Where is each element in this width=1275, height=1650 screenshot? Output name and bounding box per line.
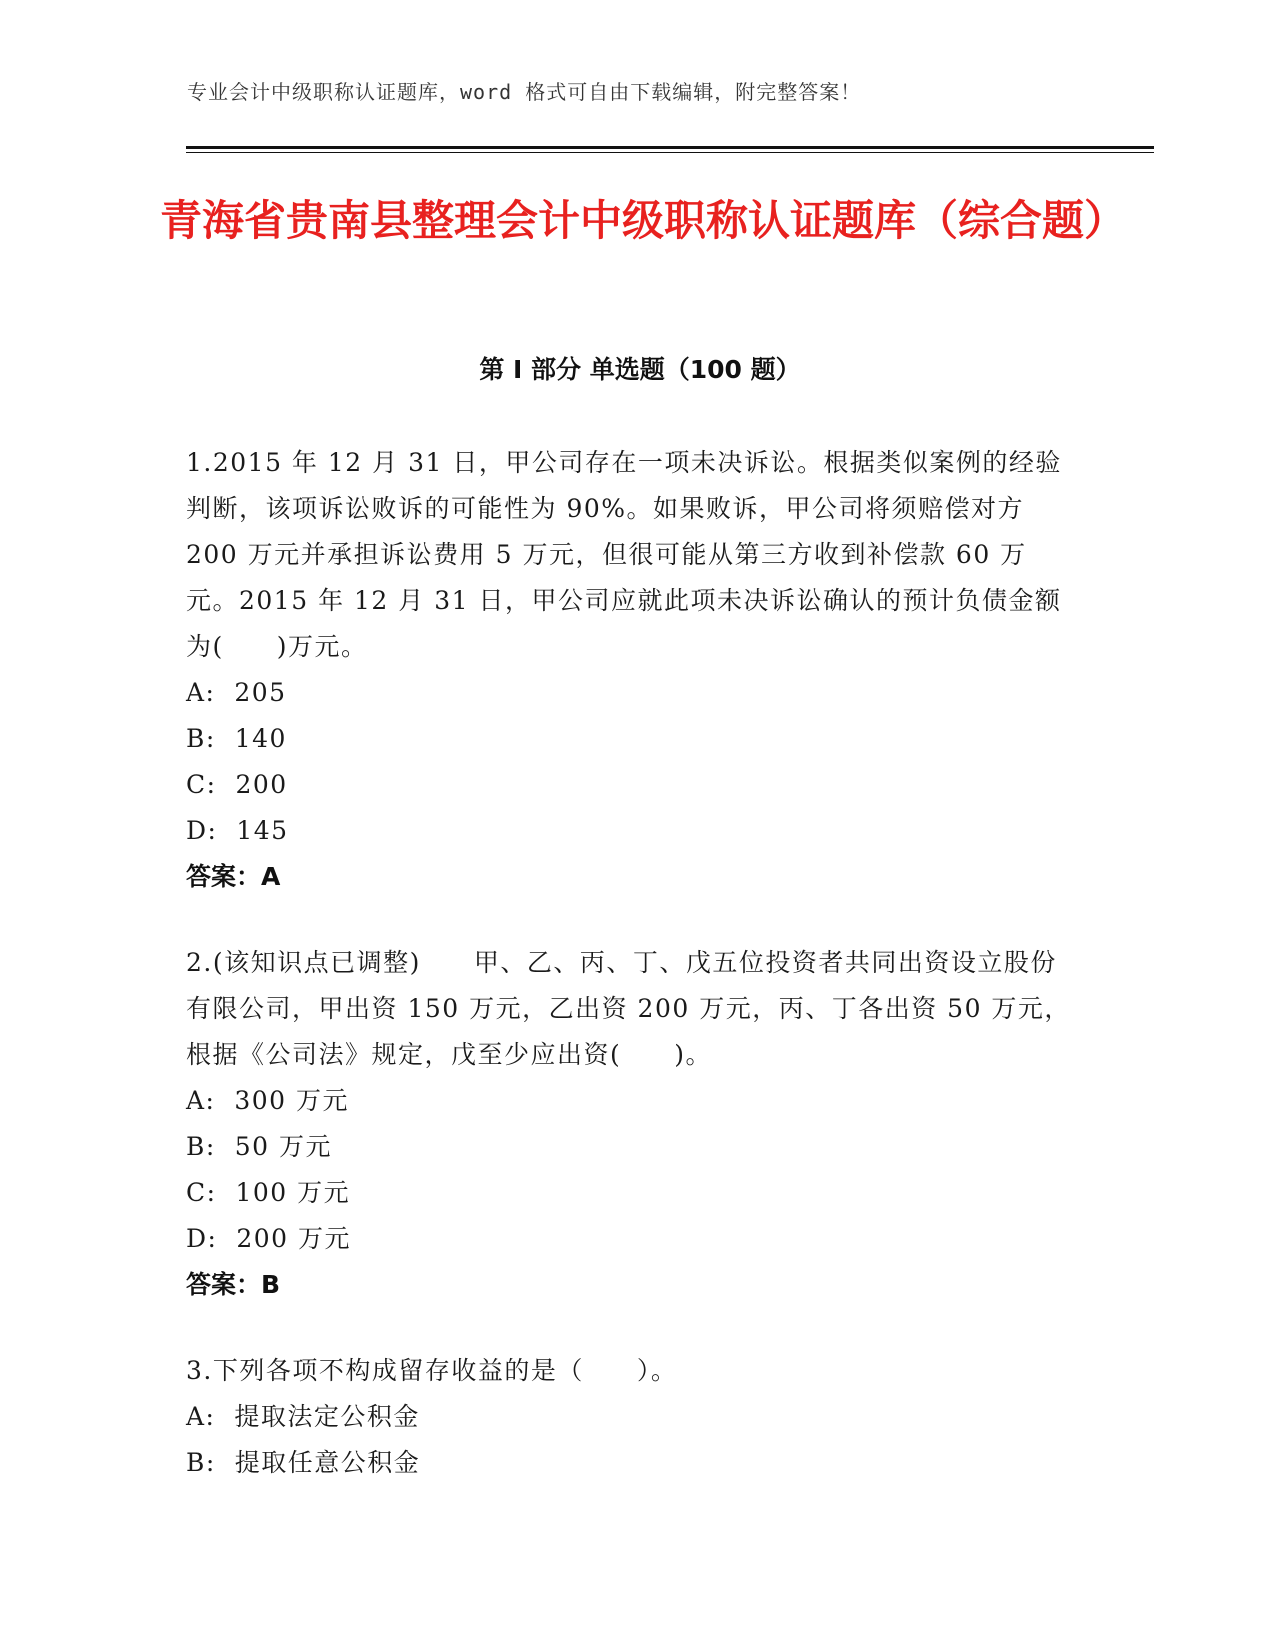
question-list [186, 440, 1076, 1526]
header-rule-thin [186, 152, 1154, 153]
option-b: B: 提取任意公积金 [186, 1448, 421, 1477]
section-title: 第 I 部分 单选题（100 题） [479, 355, 801, 384]
question-2 [186, 940, 1076, 1308]
answer: 答案：A [186, 862, 281, 891]
option-a: A: 300 万元 [186, 1086, 350, 1115]
header-rule-thick [186, 146, 1154, 149]
question-3 [186, 1348, 1076, 1486]
question-1 [186, 440, 1076, 900]
question-stem: 3.下列各项不构成留存收益的是（ ）。 [186, 1356, 678, 1385]
option-c: C: 100 万元 [186, 1178, 351, 1207]
option-b: B: 50 万元 [186, 1132, 332, 1161]
document-title: 青海省贵南县整理会计中级职称认证题库（综合题） [160, 196, 1127, 245]
option-a: A: 205 [186, 678, 287, 707]
option-a: A: 提取法定公积金 [186, 1402, 420, 1431]
option-b: B: 140 [186, 724, 287, 753]
header-note: 专业会计中级职称认证题库，word 格式可自由下载编辑，附完整答案！ [187, 80, 862, 104]
answer: 答案：B [186, 1270, 281, 1299]
option-d: D: 200 万元 [186, 1224, 352, 1253]
option-c: C: 200 [186, 770, 288, 799]
option-d: D: 145 [186, 816, 289, 845]
question-stem: 1.2015 年 12 月 31 日，甲公司存在一项未决诉讼。根据类似案例的经验判断，该项诉讼败诉的可能性为 90%。如果败诉，甲公司将须赔偿对方 200 万元并承担诉讼费用 5 万元，但很可能从第三方收到补偿款 60 万元。2015 年 12 月 31 日，甲公司应就此项未决诉讼确认的预计负债金额为( )万元。 [186, 448, 1062, 661]
question-stem: 2.(该知识点已调整) 甲、乙、丙、丁、戊五位投资者共同出资设立股份有限公司，甲出资 150 万元，乙出资 200 万元，丙、丁各出资 50 万元，根据《公司法》规定，戊至少应出资( )。 [186, 948, 1071, 1069]
